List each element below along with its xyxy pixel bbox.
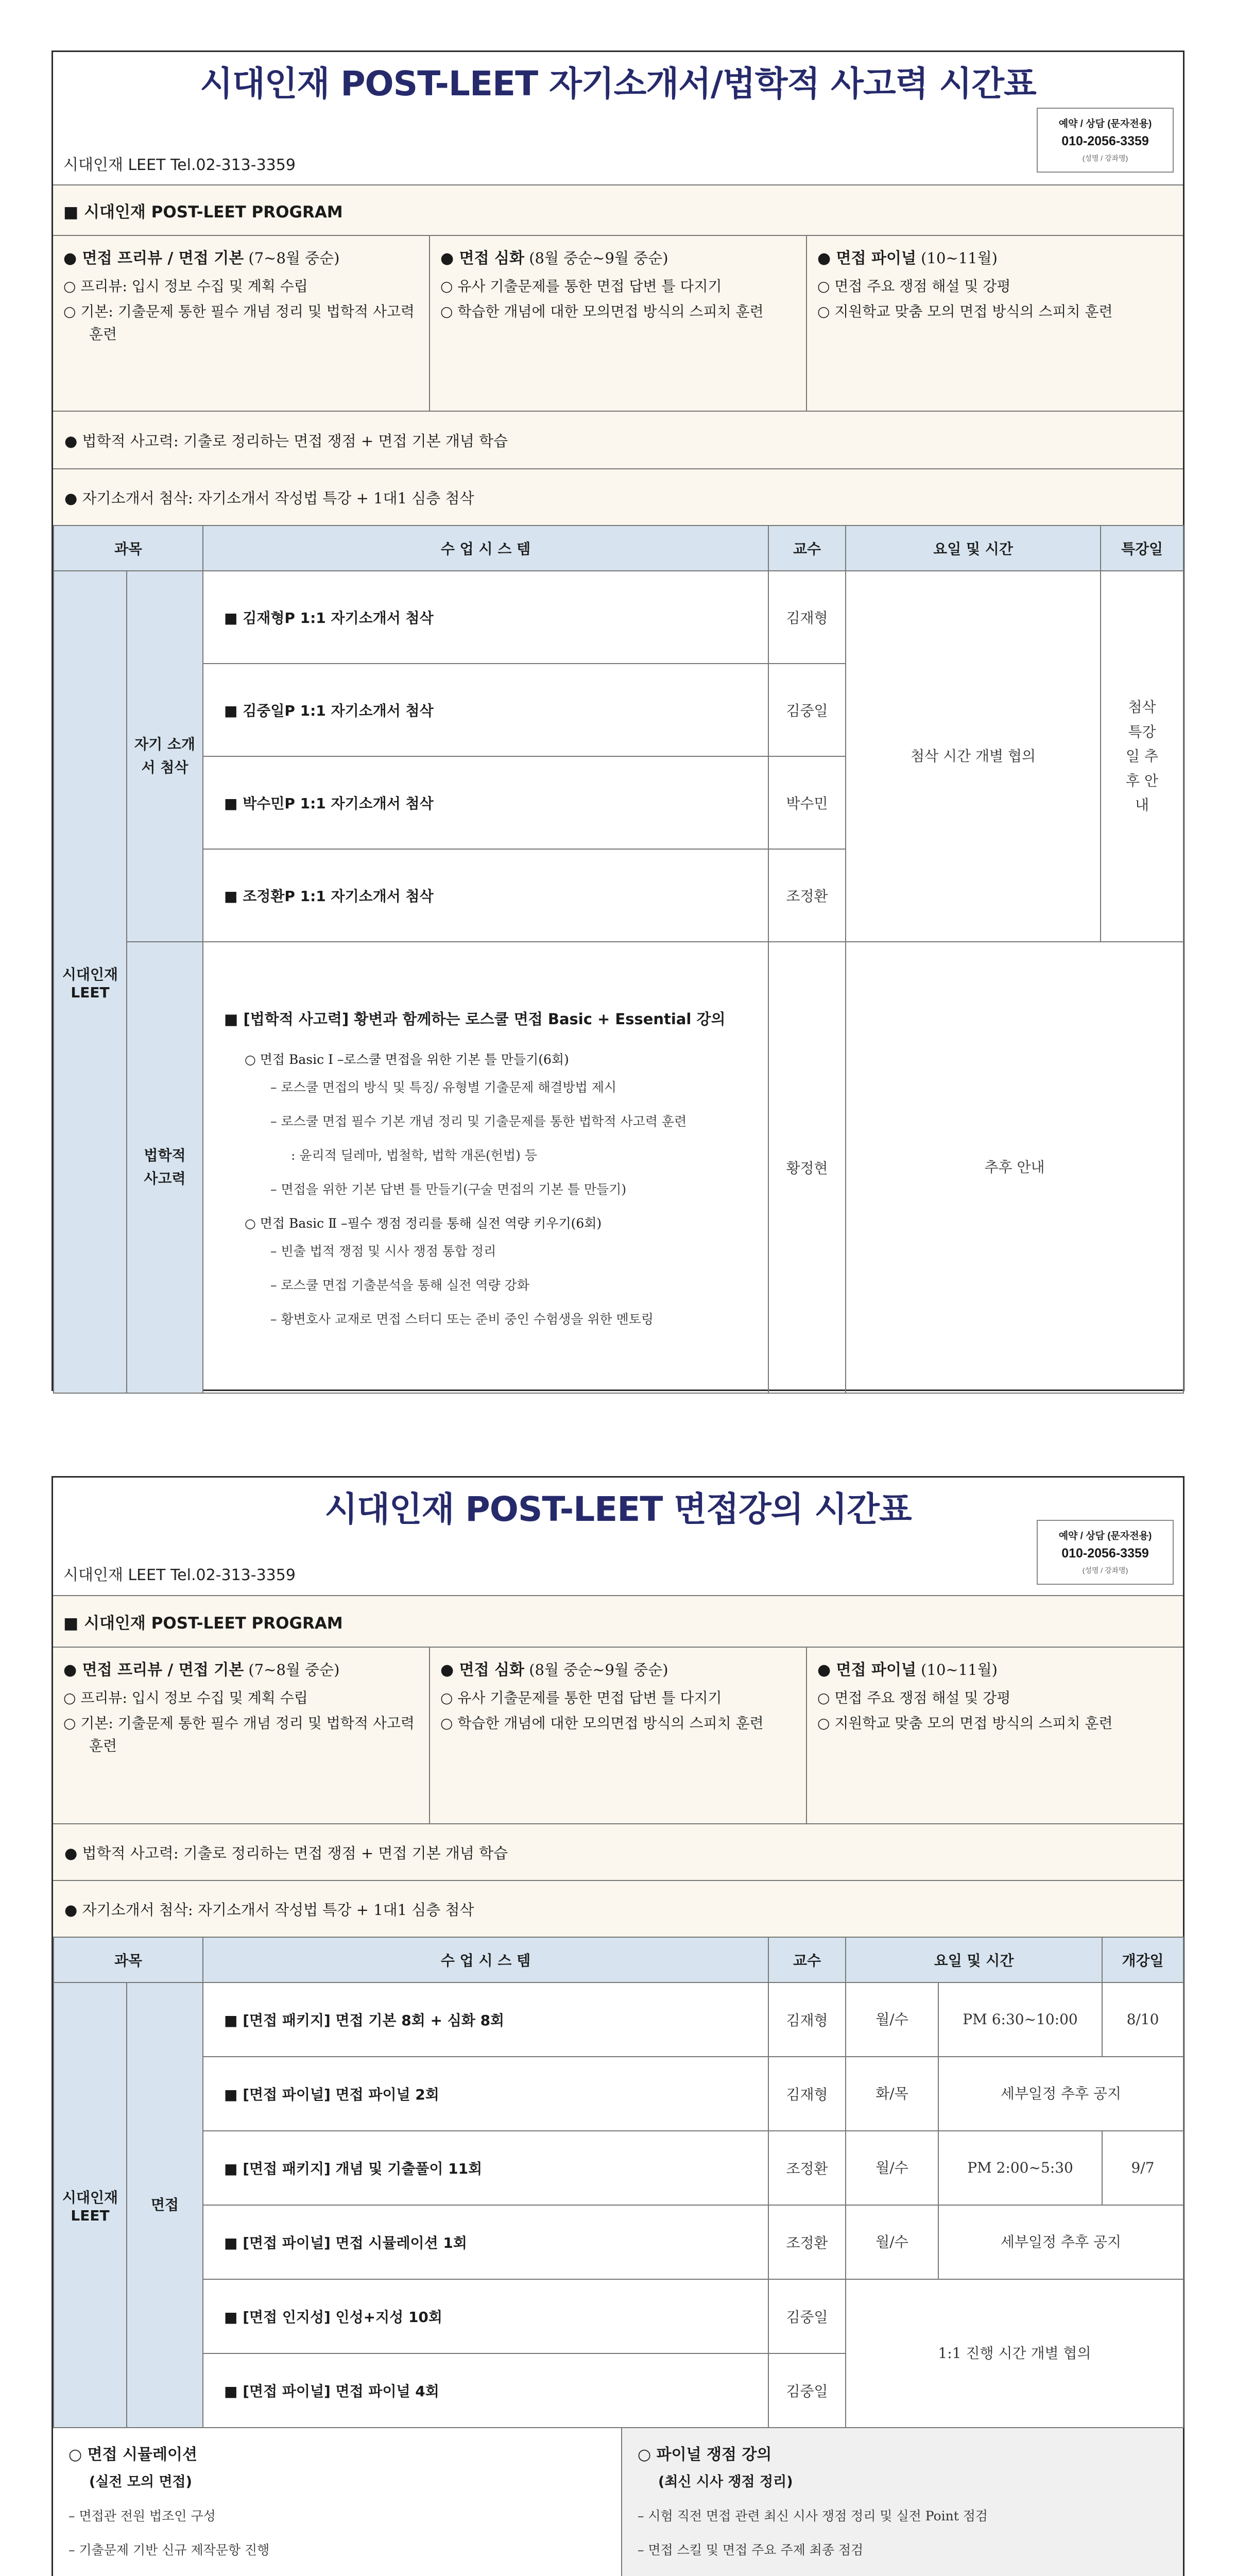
table-row xyxy=(54,942,1183,1393)
bullet-text: ● 자기소개서 첨삭: 자기소개서 작성법 특강 + 1대1 심층 첨삭 xyxy=(64,489,474,507)
col-item: ○ 면접 주요 쟁점 해설 및 강평 xyxy=(817,1689,1011,1706)
footer-item: – 기출문제 기반 신규 제작문항 진행 xyxy=(68,2543,270,2557)
header-time: 요일 및 시간 xyxy=(846,1937,1102,1982)
professor: 조정환 xyxy=(768,2205,846,2279)
program-col-final xyxy=(807,1648,1183,1823)
col-item: ○ 면접 주요 쟁점 해설 및 강평 xyxy=(817,278,1011,295)
program-title: ■ 시대인재 POST-LEET PROGRAM xyxy=(63,202,343,222)
table-header-row xyxy=(54,526,1183,571)
header-prof: 교수 xyxy=(768,1937,846,1982)
page-title: 시대인재 POST-LEET 면접강의 시간표 xyxy=(324,1489,912,1529)
header-prof: 교수 xyxy=(768,526,846,571)
professor: 김재형 xyxy=(768,2057,846,2131)
one-on-one-schedule: 1:1 진행 시간 개별 협의 xyxy=(846,2279,1183,2428)
course-name: ■ [면접 파이널] 면접 파이널 2회 xyxy=(203,2057,768,2131)
program-columns xyxy=(53,235,1183,411)
table-row xyxy=(54,571,1183,664)
col-head: ● 면접 파이널 xyxy=(817,1661,916,1679)
class-time: 세부일정 추후 공지 xyxy=(938,2205,1183,2279)
lecture-detail-item: – 면접을 위한 기본 답변 틀 만들기(구술 면접의 기본 틀 만들기) xyxy=(270,1181,627,1197)
program-header xyxy=(53,184,1183,235)
lecture-detail-item: – 빈출 법적 쟁점 및 시사 쟁점 통합 정리 xyxy=(270,1243,496,1259)
schedule-table xyxy=(53,1937,1184,2428)
header-special: 특강일 xyxy=(1101,526,1183,571)
contact-phone: 시대인재 LEET Tel.02-313-3359 xyxy=(63,156,296,174)
col-item: ○ 기본: 기출문제 통한 필수 개념 정리 및 법학적 사고력 훈련 xyxy=(63,1715,415,1754)
footer-item: – 면접 스킬 및 면접 주요 주제 최종 점검 xyxy=(638,2543,864,2557)
main-subject: 시대인재 LEET xyxy=(54,1982,127,2428)
col-item: ○ 학습한 개념에 대한 모의면접 방식의 스피치 훈련 xyxy=(440,1715,764,1732)
lecture-detail-item: : 윤리적 딜레마, 법철학, 법학 개론(헌법) 등 xyxy=(291,1147,537,1163)
subject-essay: 자기 소개서 첨삭 xyxy=(127,571,203,942)
class-day: 화/목 xyxy=(846,2057,938,2131)
program-col-preview xyxy=(53,1648,430,1823)
timetable-page-interview xyxy=(52,1476,1184,2576)
booking-label: 예약 / 상담 (문자전용) xyxy=(1058,118,1152,129)
header-system: 수 업 시 스 템 xyxy=(203,526,768,571)
col-head: ● 면접 프리뷰 / 면접 기본 xyxy=(63,1661,244,1679)
program-col-advanced xyxy=(430,1648,807,1823)
col-period: (8월 중순~9월 중순) xyxy=(524,1661,668,1679)
bullet-essay-review xyxy=(53,1880,1183,1937)
footer-item: – 면접관 전원 법조인 구성 xyxy=(68,2509,216,2523)
class-time: PM 6:30~10:00 xyxy=(938,1982,1102,2057)
col-item: ○ 유사 기출문제를 통한 면접 답변 틀 다지기 xyxy=(440,1689,722,1706)
professor: 김중일 xyxy=(768,2279,846,2353)
col-item: ○ 프리뷰: 입시 정보 수집 및 계획 수립 xyxy=(63,278,308,295)
course-name: ■ 김재형P 1:1 자기소개서 첨삭 xyxy=(203,571,768,664)
col-period: (10~11월) xyxy=(916,1661,998,1679)
header-time: 요일 및 시간 xyxy=(846,526,1101,571)
lecture-detail-item: – 황변호사 교재로 면접 스터디 또는 준비 중인 수험생을 위한 멘토링 xyxy=(270,1311,654,1327)
course-name: ■ [면접 파이널] 면접 파이널 4회 xyxy=(203,2353,768,2428)
col-item: ○ 프리뷰: 입시 정보 수집 및 계획 수립 xyxy=(63,1689,308,1706)
header-system: 수 업 시 스 템 xyxy=(203,1937,768,1982)
contact-phone: 시대인재 LEET Tel.02-313-3359 xyxy=(63,1566,296,1584)
course-name: ■ [면접 파이널] 면접 시뮬레이션 1회 xyxy=(203,2205,768,2279)
bullet-text: ● 자기소개서 첨삭: 자기소개서 작성법 특강 + 1대1 심층 첨삭 xyxy=(64,1901,474,1919)
professor: 황정현 xyxy=(768,942,846,1393)
table-header-row xyxy=(54,1937,1183,1982)
footer-heading: ○ 면접 시뮬레이션 xyxy=(68,2446,197,2464)
essay-time: 첨삭 시간 개별 협의 xyxy=(846,571,1101,942)
bullet-text: ● 법학적 사고력: 기출로 정리하는 면접 쟁점 + 면접 기본 개념 학습 xyxy=(64,1844,508,1862)
start-date: 8/10 xyxy=(1102,1982,1183,2057)
professor: 조정환 xyxy=(768,849,846,942)
course-name: ■ [면접 패키지] 면접 기본 8회 + 심화 8회 xyxy=(203,1982,768,2057)
col-head: ● 면접 프리뷰 / 면접 기본 xyxy=(63,249,244,267)
booking-box xyxy=(1037,1520,1174,1585)
col-period: (7~8월 중순) xyxy=(244,249,340,267)
course-name: ■ [면접 인지성] 인성+지성 10회 xyxy=(203,2279,768,2353)
col-item: ○ 학습한 개념에 대한 모의면접 방식의 스피치 훈련 xyxy=(440,303,764,320)
lecture-detail xyxy=(203,942,768,1393)
essay-special: 첨삭 특강일 추후 안내 xyxy=(1101,571,1183,942)
col-head: ● 면접 심화 xyxy=(440,1661,524,1679)
footer-item: – 시험 직전 면접 관련 최신 시사 쟁점 정리 및 실전 Point 점검 xyxy=(638,2509,988,2523)
header-course: 과목 xyxy=(54,1937,203,1982)
schedule-table xyxy=(53,525,1184,1394)
course-name: ■ 박수민P 1:1 자기소개서 첨삭 xyxy=(203,756,768,849)
course-name: ■ 김중일P 1:1 자기소개서 첨삭 xyxy=(203,664,768,756)
subject-legal-thinking: 법학적 사고력 xyxy=(127,942,203,1393)
footer-subheading: (최신 시사 쟁점 정리) xyxy=(658,2474,793,2490)
class-day: 월/수 xyxy=(846,2131,938,2205)
bullet-essay-review xyxy=(53,468,1183,525)
table-row xyxy=(54,2279,1183,2353)
professor: 조정환 xyxy=(768,2131,846,2205)
col-period: (10~11월) xyxy=(916,249,998,267)
subject-interview: 면접 xyxy=(127,1982,203,2428)
footer-simulation xyxy=(53,2428,622,2576)
table-row xyxy=(54,2131,1183,2205)
table-row xyxy=(54,1982,1183,2057)
table-row xyxy=(54,2057,1183,2131)
booking-note: (성명 / 강좌명) xyxy=(1082,154,1128,162)
program-columns xyxy=(53,1647,1183,1823)
col-period: (7~8월 중순) xyxy=(244,1661,340,1679)
start-date: 9/7 xyxy=(1102,2131,1183,2205)
program-col-advanced xyxy=(430,236,807,411)
footer-subheading: (실전 모의 면접) xyxy=(89,2474,192,2490)
lecture-section: ○ 면접 Basic Ⅱ –필수 쟁점 정리를 통해 실전 역량 키우기(6회) xyxy=(245,1215,602,1231)
class-day: 월/수 xyxy=(846,1982,938,2057)
col-head: ● 면접 파이널 xyxy=(817,249,916,267)
course-name: ■ 조정환P 1:1 자기소개서 첨삭 xyxy=(203,849,768,942)
professor: 김중일 xyxy=(768,664,846,756)
professor: 김중일 xyxy=(768,2353,846,2428)
lecture-time: 추후 안내 xyxy=(846,942,1183,1393)
booking-note: (성명 / 강좌명) xyxy=(1082,1566,1128,1574)
main-subject: 시대인재 LEET xyxy=(54,571,127,1393)
booking-phone: 010-2056-3359 xyxy=(1061,1546,1149,1561)
col-head: ● 면접 심화 xyxy=(440,249,524,267)
footer-final-issues xyxy=(622,2428,1183,2576)
table-row xyxy=(54,2205,1183,2279)
header-start: 개강일 xyxy=(1102,1937,1183,1982)
lecture-title: ■ [법학적 사고력] 황변과 함께하는 로스쿨 면접 Basic + Essential 강의 xyxy=(224,1010,726,1028)
col-item: ○ 유사 기출문제를 통한 면접 답변 틀 다지기 xyxy=(440,278,722,295)
class-time: PM 2:00~5:30 xyxy=(938,2131,1102,2205)
program-title: ■ 시대인재 POST-LEET PROGRAM xyxy=(63,1614,343,1633)
col-item: ○ 지원학교 맞춤 모의 면접 방식의 스피치 훈련 xyxy=(817,303,1113,320)
lecture-section: ○ 면접 Basic Ⅰ –로스쿨 면접을 위한 기본 틀 만들기(6회) xyxy=(245,1052,569,1067)
page-title: 시대인재 POST-LEET 자기소개서/법학적 사고력 시간표 xyxy=(200,64,1036,104)
professor: 박수민 xyxy=(768,756,846,849)
col-item: ○ 기본: 기출문제 통한 필수 개념 정리 및 법학적 사고력 훈련 xyxy=(63,303,415,343)
booking-label: 예약 / 상담 (문자전용) xyxy=(1058,1531,1152,1541)
header-course: 과목 xyxy=(54,526,203,571)
program-header xyxy=(53,1595,1183,1647)
lecture-detail-item: – 로스쿨 면접 필수 기본 개념 정리 및 기출문제를 통한 법학적 사고력 훈련 xyxy=(270,1113,687,1129)
footer-item xyxy=(68,2574,606,2576)
program-col-preview xyxy=(53,236,430,411)
professor: 김재형 xyxy=(768,571,846,664)
booking-phone: 010-2056-3359 xyxy=(1061,134,1149,148)
course-name: ■ [면접 패키지] 개념 및 기출풀이 11회 xyxy=(203,2131,768,2205)
bullet-legal-thinking xyxy=(53,1823,1183,1880)
class-day: 월/수 xyxy=(846,2205,938,2279)
lecture-detail-item: – 로스쿨 면접 기출분석을 통해 실전 역량 강화 xyxy=(270,1277,529,1293)
class-time: 세부일정 추후 공지 xyxy=(938,2057,1183,2131)
professor: 김재형 xyxy=(768,1982,846,2057)
col-period: (8월 중순~9월 중순) xyxy=(524,249,668,267)
footer-notes xyxy=(53,2427,1183,2576)
timetable-page-essay xyxy=(52,50,1184,1391)
program-col-final xyxy=(807,236,1183,411)
lecture-detail-item: – 로스쿨 면접의 방식 및 특징/ 유형별 기출문제 해결방법 제시 xyxy=(270,1079,617,1095)
booking-box xyxy=(1037,108,1174,173)
footer-heading: ○ 파이널 쟁점 강의 xyxy=(638,2446,772,2464)
bullet-text: ● 법학적 사고력: 기출로 정리하는 면접 쟁점 + 면접 기본 개념 학습 xyxy=(64,432,508,450)
bullet-legal-thinking xyxy=(53,411,1183,468)
col-item: ○ 지원학교 맞춤 모의 면접 방식의 스피치 훈련 xyxy=(817,1715,1113,1732)
